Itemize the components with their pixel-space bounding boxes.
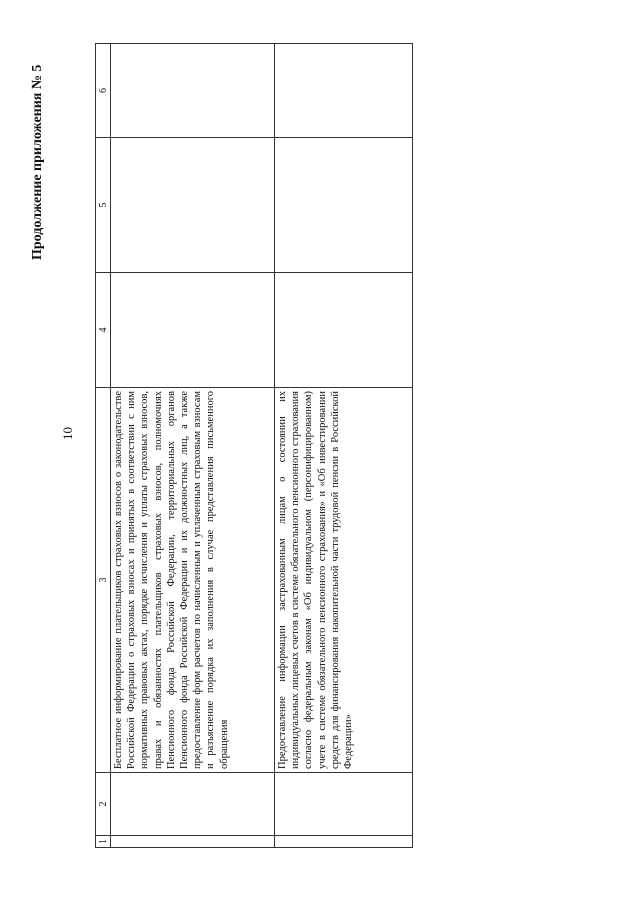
page-number: 10 <box>60 427 75 440</box>
rotated-table-container <box>95 44 413 848</box>
header-col-3: 3 <box>96 388 111 773</box>
header-col-1: 1 <box>96 836 111 848</box>
row1-col2 <box>111 773 275 836</box>
header-col-6: 6 <box>96 44 111 138</box>
row1-service-description: Бесплатное информирование плательщиков страховых взносов о законодательстве Российской Федерации о страховых взносах и принятых в соответствии с ним нормативных правовых актах, порядке исчисления и уплаты страховых взносов, правах и обязанностях плательщиков страховых взносов, полномочиях Пенсионного фонда Российской Федерации, территориальных органов Пенсионного фонда Российской Федерации и их должностных лиц, а также предоставление форм расчетов по начисленным и уплаченным страховым взносам и разъяснение порядка их заполнения в случае представления письменного обращения <box>111 388 275 773</box>
row1-col1 <box>111 836 275 848</box>
header-col-4: 4 <box>96 273 111 388</box>
row2-col2 <box>275 773 413 836</box>
row1-col4 <box>111 273 275 388</box>
row2-col5 <box>275 138 413 273</box>
row2-col4 <box>275 273 413 388</box>
row2-col6 <box>275 44 413 138</box>
row2-col1 <box>275 836 413 848</box>
table-row <box>275 44 413 848</box>
row1-col5 <box>111 138 275 273</box>
row2-service-description: Предоставление информации застрахованным лицам о состоянии их индивидуальных лицевых счетов в системе обязательного пенсионного страхования согласно федеральным законам «Об индивидуальном (персонифицированном) учете в системе обязательного пенсионного страхования» и «Об инвестировании средств для финансирования накопительной части трудовой пенсии в Российской Федерации» <box>275 388 413 773</box>
table-row <box>111 44 275 848</box>
services-table <box>95 43 413 848</box>
header-col-2: 2 <box>96 773 111 836</box>
appendix-title: Продолжение приложения № 5 <box>30 64 45 260</box>
row1-col6 <box>111 44 275 138</box>
header-row <box>96 44 111 848</box>
header-col-5: 5 <box>96 138 111 273</box>
